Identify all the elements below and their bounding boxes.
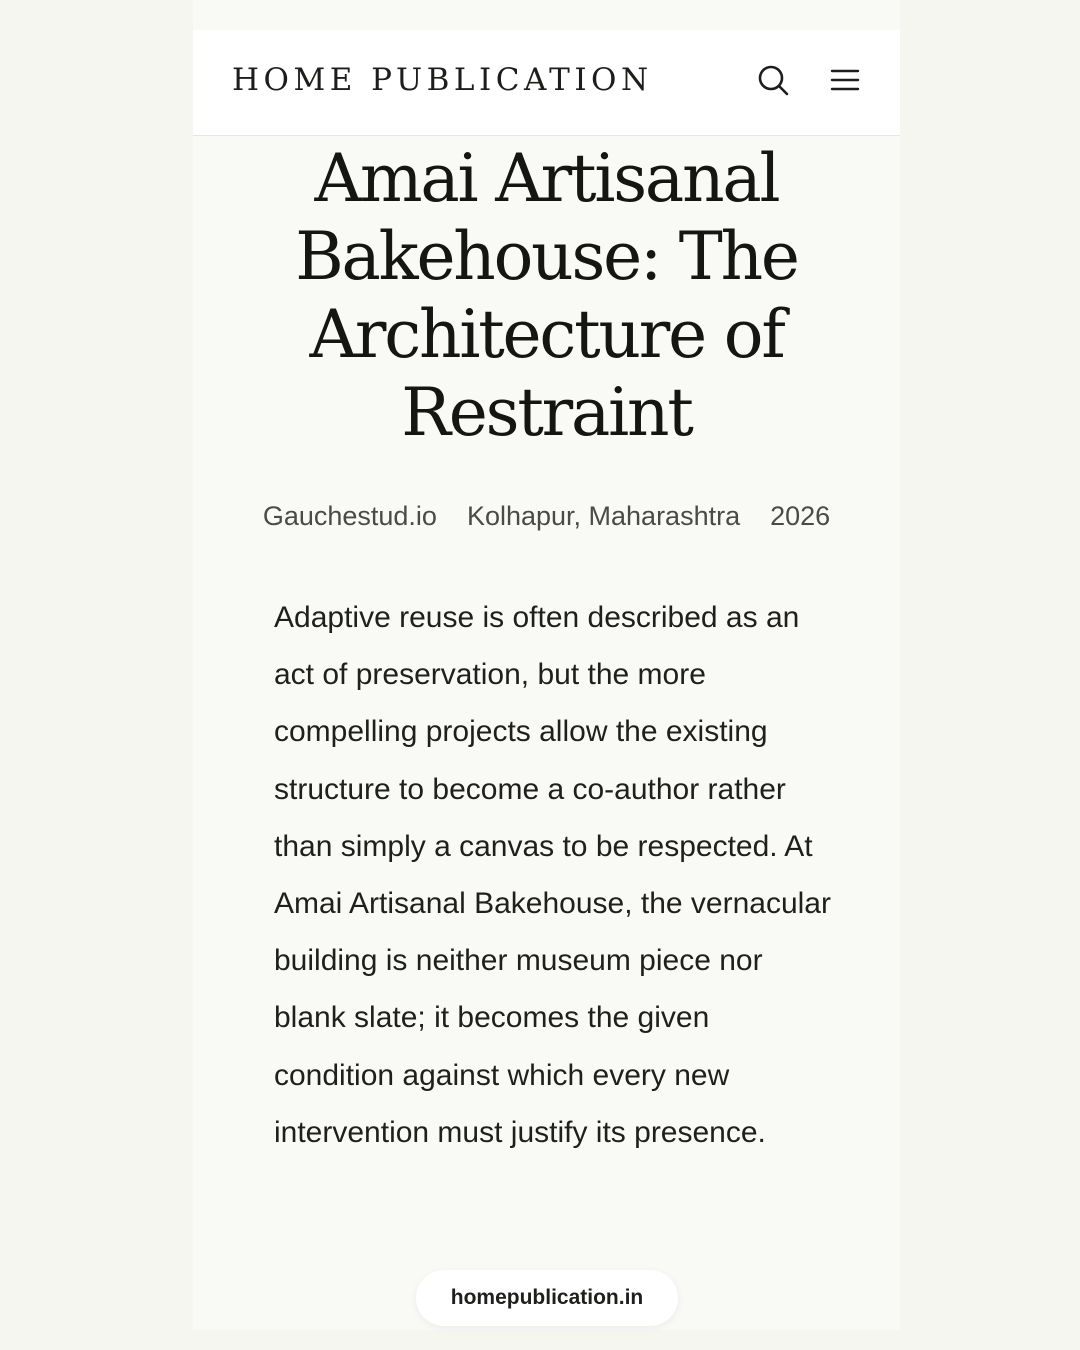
article-meta — [193, 497, 900, 535]
domain-label: homepublication.in — [450, 1286, 644, 1309]
domain-pill[interactable] — [416, 1270, 678, 1326]
meta-year: 2026 — [770, 501, 831, 531]
meta-studio[interactable]: Gauchestud.io — [262, 501, 437, 531]
search-icon — [756, 63, 790, 97]
top-bar — [193, 30, 900, 136]
meta-location: Kolhapur, Maharashtra — [466, 501, 741, 531]
article-title: Amai Artisanal Bakehouse: The Architecture of Restraint — [295, 140, 798, 451]
brand-logo[interactable]: HOME PUBLICATION — [232, 62, 653, 98]
menu-icon — [830, 67, 860, 93]
search-button[interactable] — [751, 60, 795, 100]
menu-button[interactable] — [823, 60, 867, 100]
article-body: Adaptive reuse is often described as an act of preservation, but the more compelling projects allow the existing structure to become a co-author rather than simply a canvas to be respected. At Amai Artisanal Bakehouse, the vernacular building is neither museum piece nor blank slate; it becomes the given condition against which every new intervention must justify its presence. — [274, 601, 831, 1149]
